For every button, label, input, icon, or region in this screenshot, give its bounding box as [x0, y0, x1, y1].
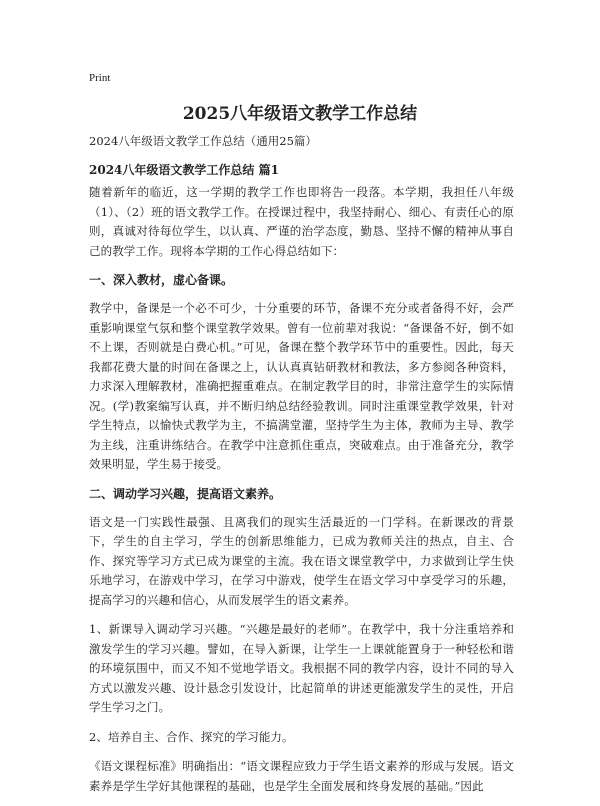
- heading-interest: 二、调动学习兴趣，提高语文素养。: [89, 486, 282, 501]
- paragraph-ability: 2、培养自主、合作、探究的学习能力。: [89, 729, 294, 744]
- paragraph-practice: 语文是一门实践性最强、且离我们的现实生活最近的一门学科。在新课改的背景下，学生的自主学习，学生的创新思维能力，已成为教师关注的热点，自主、合作、探究等学习方式已成为课堂的主流。我在语文课堂教学中，力求做到让学生快乐地学习，在游戏中学习，在学习中游戏，使学生在语文学习中享受学习的乐趣，提高学习的兴趣和信心，从而发展学生的语文素养。: [89, 514, 514, 607]
- print-link[interactable]: Print: [89, 72, 111, 84]
- paragraph-standard: 《语文课程标准》明确指出：“语文课程应致力于学生语文素养的形成与发展。语文素养是学生学好其他课程的基础，也是学生全面发展和终身发展的基础。”因此: [89, 759, 514, 793]
- heading-prepare-lessons: 一、深入教材，虚心备课。: [89, 273, 234, 287]
- paragraph-intro-interest: 1、新课导入调动学习兴趣。“兴趣是最好的老师”。在教学中，我十分注重培养和激发学生的学习兴趣。譬如，在导入新课，让学生一上课就能置身于一种轻松和谐的环境氛围中，而又不知不觉地学语文。我根据不同的教学内容，设计不同的导入方式以激发兴趣、设计悬念引发设计，比起简单的讲述更能激发学生的灵性，开启学生学习之门。: [89, 622, 514, 714]
- document-subtitle: 2024八年级语文教学工作总结（通用25篇）: [89, 134, 317, 148]
- paragraph-prepare-lessons: 教学中，备课是一个必不可少，十分重要的环节，备课不充分或者备得不好，会严重影响课堂气氛和整个课堂教学效果。曾有一位前辈对我说：“备课备不好，倒不如不上课，否则就是白费心机。”可见，备课在整个教学环节中的重要性。因此，每天我都花费大量的时间在备课之上，认认真真钻研教材和教法，多方参阅各种资料，力求深入理解教材，准确把握重难点。在制定教学目的时，非常注意学生的实际情况。(学)教案编写认真，并不断归纳总结经验教训。同时注重课堂教学效果，针对学生特点，以愉快式教学为主，不搞满堂灌，坚持学生为主体，教师为主导、教学为主线，注重讲练结合。在教学中注意抓住重点，突破难点。由于准备充分，教学效果明显，学生易于接受。: [89, 301, 514, 471]
- document-title: 2025八年级语文教学工作总结: [182, 104, 418, 124]
- paragraph-intro: 随着新年的临近，这一学期的教学工作也即将告一段落。本学期，我担任八年级（1）、（2）班的语文教学工作。在授课过程中，我坚持耐心、细心、有责任心的原则，真诚对待每位学生，以认真、严谨的治学态度，勤恳、坚持不懈的精神从事自己的教学工作。现将本学期的工作心得总结如下：: [89, 185, 514, 258]
- document-body: [89, 183, 514, 806]
- section-title: 2024八年级语文教学工作总结 篇1: [89, 163, 279, 177]
